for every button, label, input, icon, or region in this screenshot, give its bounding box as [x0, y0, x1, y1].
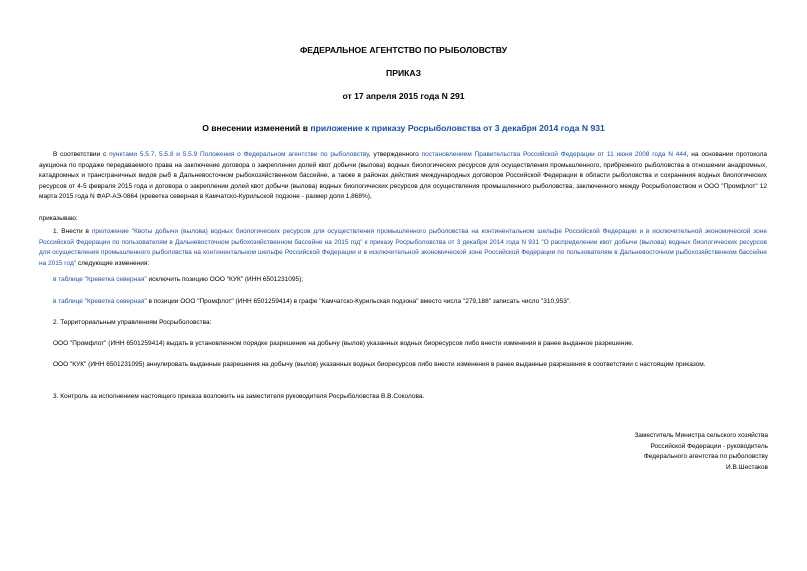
document-subject	[0, 123, 807, 134]
item-2-paragraph: 2. Территориальным управлениям Росрыболовства:	[53, 319, 212, 326]
appendix-link[interactable]: приложение "Квоты добычи (вылова) водных биологических ресурсов для осуществления промышленного рыболовства на континентальном шельфе Российской Федерации и в исключительной экономической зоне Российской Федерации по пользователям в Дальневосточном рыбохозяйственном бассейне на 2015 год" к приказу Росрыболовства от 3 декабря 2014 года N 931 "О распределении квот добычи (вылова) водных биологических ресурсов для осуществления промышленного рыболовства на континентальном шельфе Российской Федерации и в исключительной экономической зоне Российской Федерации по пользователям в Дальневосточном рыбохозяйственном бассейне на 2015 год"	[39, 228, 767, 267]
preamble-text-2: , утвержденного	[368, 151, 422, 158]
signature-line-2: Российской Федерации - руководитель	[650, 442, 768, 450]
agency-title: ФЕДЕРАЛЬНОЕ АГЕНТСТВО ПО РЫБОЛОВСТВУ	[299, 45, 508, 55]
subject-prefix: О внесении изменений в	[202, 123, 311, 133]
signature-line-3: Федерального агентства по рыболовству	[643, 453, 768, 460]
preamble-paragraph	[39, 150, 767, 203]
item-2a-paragraph: ООО "Промфлот" (ИНН 6501259414) выдать в установленном порядке разрешение на добычу (вылов) указанных водных биоресурсов либо внести изменения в ранее выданное разрешение.	[53, 340, 634, 347]
preamble-text-1: В соответствии с	[53, 151, 110, 158]
item-1-text-1: 1. Внести в	[53, 228, 92, 235]
item-1a-paragraph	[39, 275, 767, 286]
subject-link[interactable]: приложение к приказу Росрыболовства от 3 декабря 2014 года N 931	[310, 123, 605, 133]
order-word: приказываю:	[39, 215, 78, 222]
item-2b-paragraph: ООО "КУК" (ИНН 6501231095) аннулировать выданные разрешения на добычу (вылов) указанных водных биоресурсов либо внести изменения в ранее выданные разрешения в соответствии с настоящим приказом.	[53, 361, 706, 368]
item-1-paragraph	[39, 227, 767, 269]
item-3-paragraph: 3. Контроль за исполнением настоящего приказа возложить на заместителя руководителя Росрыболовства В.В.Соколова.	[53, 393, 425, 400]
item-1a-text: исключить позицию ООО "КУК" (ИНН 6501231095);	[146, 276, 304, 283]
item-1-text-2: следующие изменения:	[76, 259, 150, 267]
signature-block	[508, 431, 768, 473]
government-decree-link[interactable]: постановлением Правительства Российской Федерации от 11 июня 2008 года N 444	[421, 151, 687, 158]
regulation-link[interactable]: пунктами 5.5.7, 5.5.8 и 5.5.9 Положения о Федеральном агентстве по рыболовству	[109, 151, 369, 158]
signature-name: И.В.Шестаков	[726, 463, 768, 471]
item-1b-text: в позиции ООО "Промфлот" (ИНН 6501259414) в графе "Камчатско-Курильская подзона" вместо числа "279,188" записать число "310,953".	[146, 298, 571, 305]
document-date-number: от 17 апреля 2015 года N 291	[342, 91, 465, 101]
document-type: ПРИКАЗ	[386, 68, 421, 78]
signature-line-1: Заместитель Министра сельского хозяйства	[634, 432, 768, 439]
table-shrimp-link-2[interactable]: в таблице "Креветка северная"	[53, 298, 147, 305]
item-1b-paragraph	[39, 297, 767, 308]
preamble-text-3: , на основании протокола аукциона по продаже передаваемого права на заключение договора о закреплении долей квот добычи (вылова) водных биологических ресурсов для осуществления промышленного, прибрежного рыболовства в отношении анадромных, катадромных и трансграничных видов рыб в Дальневосточном рыбохозяйственном бассейне, а также в районах действия международных договоров Российской Федерации в области рыболовства и сохранения водных биологических ресурсов от 4-5 февраля 2015 года и договора о закреплении долей квот добычи (вылова) водных биологических ресурсов для осуществления промышленного рыболовства, заключенного между Росрыболовством и ООО "Промфлот" 12 марта 2015 года N ФАР-АЭ-0864 (креветка северная в Камчатско-Курильской подзоне - размер доли 1,868%),	[39, 151, 768, 200]
table-shrimp-link-1[interactable]: в таблице "Креветка северная"	[53, 276, 147, 283]
